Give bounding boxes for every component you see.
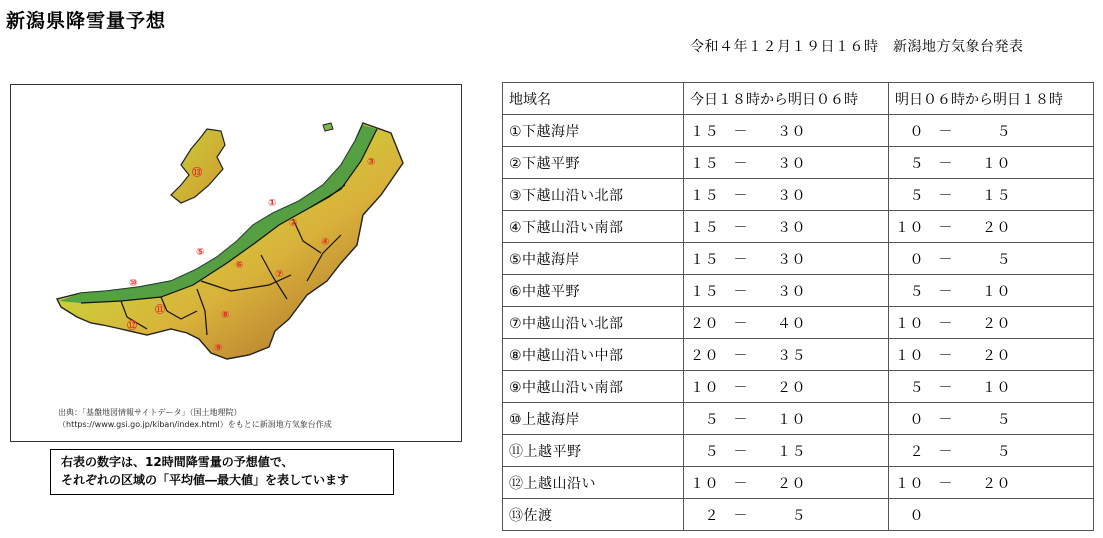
cell-period-2: １０ － ２０: [889, 467, 1094, 499]
header-area: 地域名: [503, 83, 684, 115]
table-row: [503, 115, 1094, 147]
cell-area: ⑧中越山沿い中部: [503, 339, 684, 371]
cell-period-2: ５ － １０: [889, 371, 1094, 403]
cell-period-1: ５ － １０: [684, 403, 889, 435]
cell-period-2: ２ － ５: [889, 435, 1094, 467]
table-row: [503, 243, 1094, 275]
cell-area: ⑪上越平野: [503, 435, 684, 467]
cell-period-2: １０ － ２０: [889, 211, 1094, 243]
cell-period-2: ０ － ５: [889, 115, 1094, 147]
cell-area: ⑬佐渡: [503, 499, 684, 531]
note-line-1: 右表の数字は、12時間降雪量の予想値で、: [61, 455, 294, 469]
note-box: [50, 449, 394, 495]
cell-period-1: １５ － ３０: [684, 115, 889, 147]
area-label-9: ⑨: [214, 343, 223, 354]
table-row: [503, 211, 1094, 243]
area-label-3: ③: [367, 157, 376, 168]
cell-period-1: １５ － ３０: [684, 179, 889, 211]
area-label-5: ⑤: [196, 247, 205, 258]
area-label-12: ⑫: [127, 321, 137, 332]
cell-period-1: １５ － ３０: [684, 211, 889, 243]
table-row: [503, 467, 1094, 499]
cell-area: ①下越海岸: [503, 115, 684, 147]
table-row: [503, 339, 1094, 371]
cell-period-1: １０ － ２０: [684, 371, 889, 403]
cell-period-2: ５ － １０: [889, 147, 1094, 179]
cell-area: ⑤中越海岸: [503, 243, 684, 275]
cell-area: ②下越平野: [503, 147, 684, 179]
area-label-4: ④: [321, 237, 330, 248]
cell-period-1: １５ － ３０: [684, 243, 889, 275]
table-row: [503, 179, 1094, 211]
cell-area: ④下越山沿い南部: [503, 211, 684, 243]
cell-period-2: １０ － ２０: [889, 339, 1094, 371]
area-label-8: ⑧: [221, 310, 230, 321]
cell-period-2: １０ － ２０: [889, 307, 1094, 339]
niigata-map: [10, 84, 462, 442]
cell-period-1: １５ － ３０: [684, 147, 889, 179]
table-row: [503, 371, 1094, 403]
cell-area: ⑨中越山沿い南部: [503, 371, 684, 403]
area-label-10: ⑩: [129, 278, 138, 289]
cell-period-2: ０ － ５: [889, 403, 1094, 435]
table-header-row: [503, 83, 1094, 115]
note-line-2: それぞれの区域の「平均値―最大値」を表しています: [61, 473, 350, 487]
area-label-7: ⑦: [275, 269, 284, 280]
cell-area: ⑦中越山沿い北部: [503, 307, 684, 339]
cell-area: ③下越山沿い北部: [503, 179, 684, 211]
table-row: [503, 499, 1094, 531]
cell-period-1: ２０ － ３５: [684, 339, 889, 371]
map-credit: [58, 407, 332, 431]
page-title: 新潟県降雪量予想: [6, 10, 167, 32]
awashima-island: [323, 123, 333, 131]
cell-period-2: ５ － １５: [889, 179, 1094, 211]
area-label-6: ⑥: [235, 260, 244, 271]
table-row: [503, 403, 1094, 435]
map-image: [11, 85, 461, 441]
area-label-13: ⑬: [192, 168, 202, 179]
cell-area: ⑫上越山沿い: [503, 467, 684, 499]
table-row: [503, 435, 1094, 467]
cell-period-2: ０ － ５: [889, 243, 1094, 275]
table-row: [503, 307, 1094, 339]
cell-period-1: ５ － １５: [684, 435, 889, 467]
cell-period-1: ２０ － ４０: [684, 307, 889, 339]
cell-period-2: ５ － １０: [889, 275, 1094, 307]
header-period-1: 今日１８時から明日０６時: [684, 83, 889, 115]
area-label-1: ①: [268, 198, 277, 209]
table-row: [503, 275, 1094, 307]
cell-period-1: １０ － ２０: [684, 467, 889, 499]
sado-island: [171, 129, 225, 203]
cell-period-1: ２ － ５: [684, 499, 889, 531]
cell-area: ⑥中越平野: [503, 275, 684, 307]
area-label-2: ②: [289, 218, 298, 229]
issued-timestamp: 令和４年１２月１９日１６時 新潟地方気象台発表: [690, 39, 1024, 55]
snowfall-forecast-table: [502, 82, 1094, 531]
area-label-11: ⑪: [155, 305, 165, 316]
credit-line-2: （https://www.gsi.go.jp/kiban/index.html）をもとに新潟地方気象台作成: [58, 420, 332, 429]
credit-line-1: 出典：「基盤地図情報サイトデータ」（国土地理院）: [58, 408, 242, 417]
cell-period-2: ０: [889, 499, 1094, 531]
cell-area: ⑩上越海岸: [503, 403, 684, 435]
cell-period-1: １５ － ３０: [684, 275, 889, 307]
table-row: [503, 147, 1094, 179]
header-period-2: 明日０６時から明日１８時: [889, 83, 1094, 115]
